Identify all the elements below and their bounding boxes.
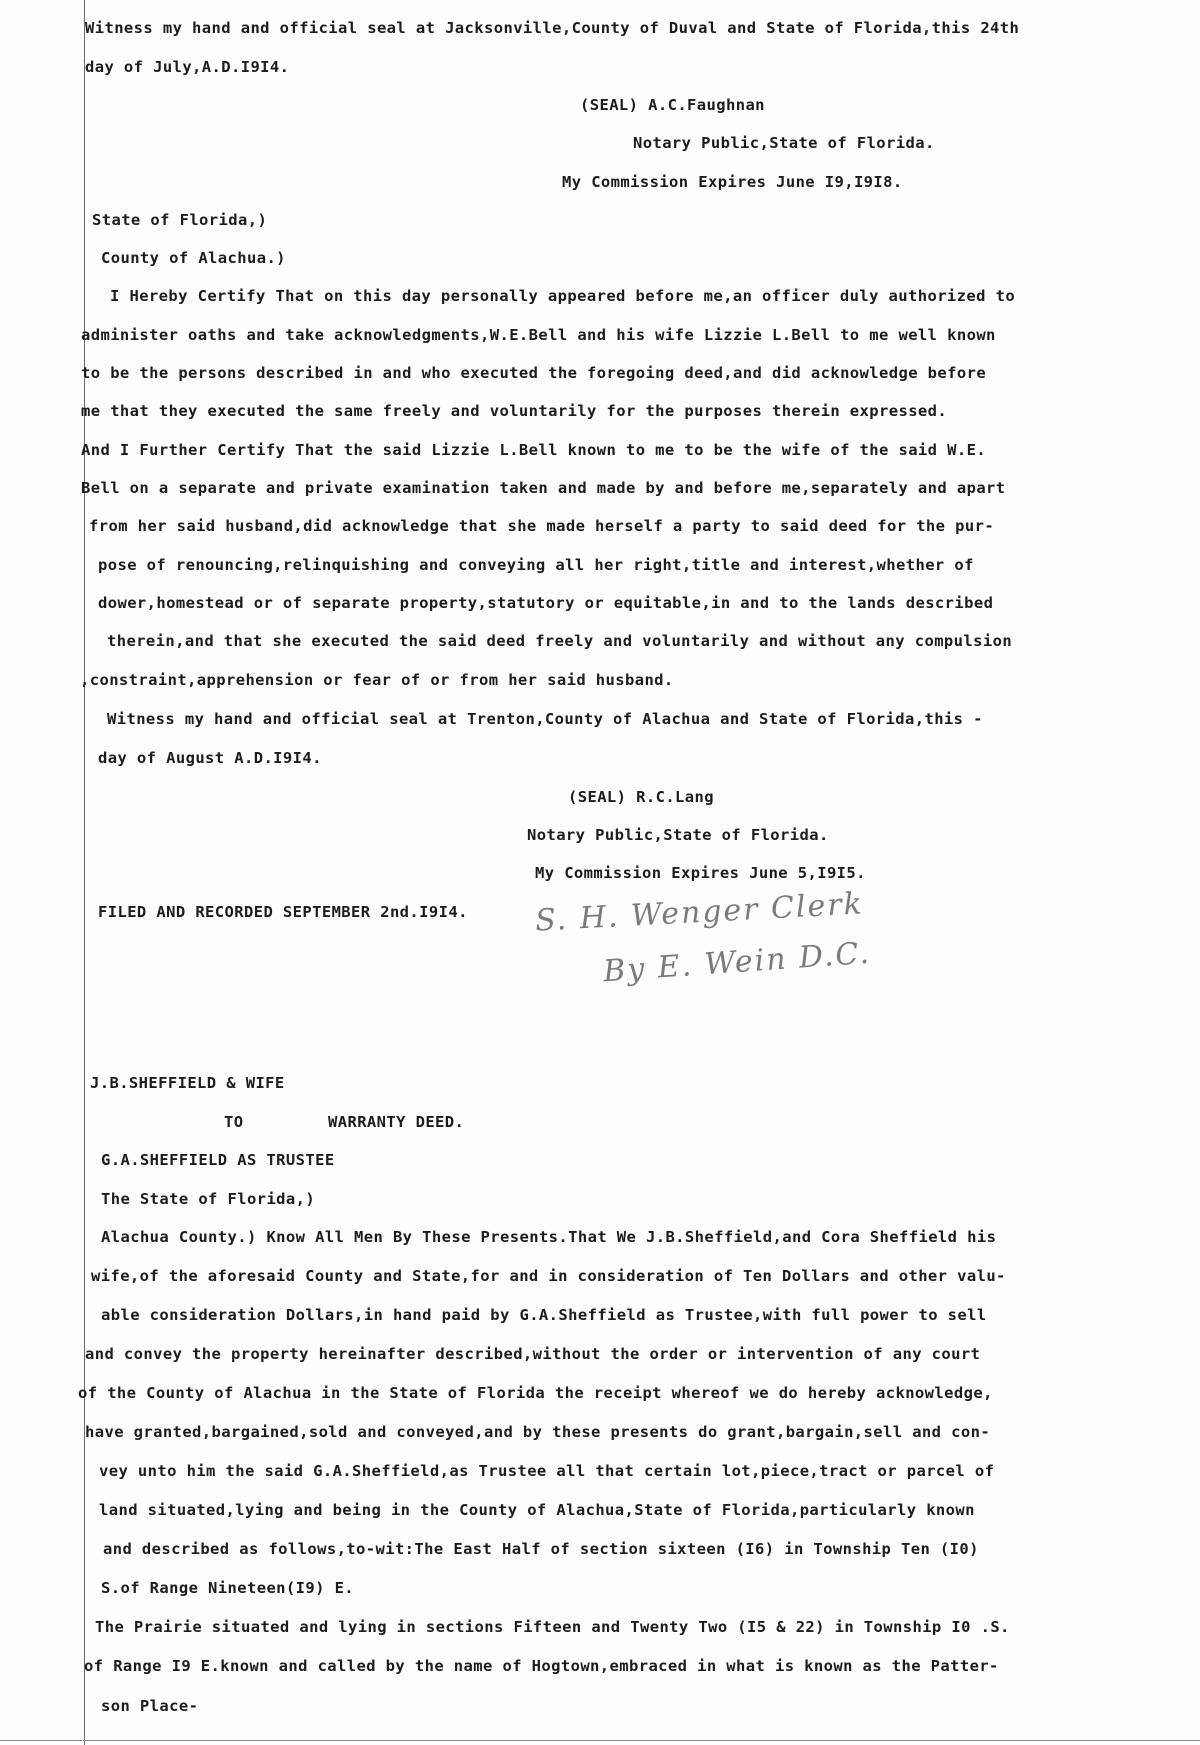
text-line: The Prairie situated and lying in sections Fifteen and Twenty Two (I5 & 22) in Township I0 .S. <box>95 1618 1010 1636</box>
text-line: My Commission Expires June I9,I9I8. <box>562 173 903 191</box>
text-line: vey unto him the said G.A.Sheffield,as Trustee all that certain lot,piece,tract or parcel of <box>99 1462 995 1480</box>
text-line: TO <box>224 1113 244 1131</box>
text-line: FILED AND RECORDED SEPTEMBER 2nd.I9I4. <box>98 903 468 921</box>
text-line: of Range I9 E.known and called by the name of Hogtown,embraced in what is known as the Patter- <box>84 1657 999 1675</box>
text-line: WARRANTY DEED. <box>328 1113 465 1131</box>
clerk-signature: S. H. Wenger Clerk <box>534 886 865 939</box>
text-line: from her said husband,did acknowledge that she made herself a party to said deed for the pur- <box>89 517 995 535</box>
text-line: land situated,lying and being in the County of Alachua,State of Florida,particularly known <box>99 1501 975 1519</box>
text-line: therein,and that she executed the said deed freely and voluntarily and without any compulsion <box>107 632 1013 650</box>
text-line: and described as follows,to-wit:The East Half of section sixteen (I6) in Township Ten (I0) <box>103 1540 979 1558</box>
text-line: J.B.SHEFFIELD & WIFE <box>90 1074 285 1092</box>
text-line: to be the persons described in and who executed the foregoing deed,and did acknowledge before <box>81 364 987 382</box>
text-line: dower,homestead or of separate property,statutory or equitable,in and to the lands described <box>98 594 994 612</box>
text-line: day of July,A.D.I9I4. <box>85 58 290 76</box>
text-line: pose of renouncing,relinquishing and conveying all her right,title and interest,whether of <box>98 556 974 574</box>
text-line: The State of Florida,) <box>101 1190 316 1208</box>
text-line: S.of Range Nineteen(I9) E. <box>101 1579 355 1597</box>
text-line: son Place- <box>101 1697 199 1715</box>
text-line: Notary Public,State of Florida. <box>527 826 829 844</box>
text-line: administer oaths and take acknowledgments,W.E.Bell and his wife Lizzie L.Bell to me well known <box>81 326 996 344</box>
text-line: State of Florida,) <box>92 211 268 229</box>
text-line: I Hereby Certify That on this day personally appeared before me,an officer duly authorized to <box>110 287 1016 305</box>
text-line: have granted,bargained,sold and conveyed,and by these presents do grant,bargain,sell and con- <box>85 1423 991 1441</box>
text-line: (SEAL) A.C.Faughnan <box>580 96 765 114</box>
deputy-signature: By E. Wein D.C. <box>602 935 872 990</box>
text-line: ,constraint,apprehension or fear of or from her said husband. <box>80 671 674 689</box>
text-line: G.A.SHEFFIELD AS TRUSTEE <box>101 1151 335 1169</box>
text-line: Alachua County.) Know All Men By These Presents.That We J.B.Sheffield,and Cora Sheffield his <box>101 1228 997 1246</box>
text-line: (SEAL) R.C.Lang <box>568 788 714 806</box>
left-margin-rule <box>84 0 85 1745</box>
text-line: wife,of the aforesaid County and State,for and in consideration of Ten Dollars and other valu- <box>91 1267 1006 1285</box>
text-line: Witness my hand and official seal at Trenton,County of Alachua and State of Florida,this - <box>107 710 983 728</box>
text-line: Bell on a separate and private examination taken and made by and before me,separately and apart <box>81 479 1006 497</box>
text-line: County of Alachua.) <box>101 249 286 267</box>
text-line: me that they executed the same freely and voluntarily for the purposes therein expressed. <box>81 402 948 420</box>
text-line: able consideration Dollars,in hand paid by G.A.Sheffield as Trustee,with full power to sell <box>101 1306 987 1324</box>
text-line: of the County of Alachua in the State of Florida the receipt whereof we do hereby acknowledge, <box>78 1384 993 1402</box>
text-line: Notary Public,State of Florida. <box>633 134 935 152</box>
text-line: Witness my hand and official seal at Jacksonville,County of Duval and State of Florida,this 24th <box>85 19 1020 37</box>
text-line: My Commission Expires June 5,I9I5. <box>535 864 866 882</box>
text-line: day of August A.D.I9I4. <box>98 749 322 767</box>
text-line: and convey the property hereinafter described,without the order or intervention of any court <box>85 1345 981 1363</box>
page-bottom-edge <box>0 1740 1200 1741</box>
text-line: And I Further Certify That the said Lizzie L.Bell known to me to be the wife of the said W.E. <box>81 441 987 459</box>
